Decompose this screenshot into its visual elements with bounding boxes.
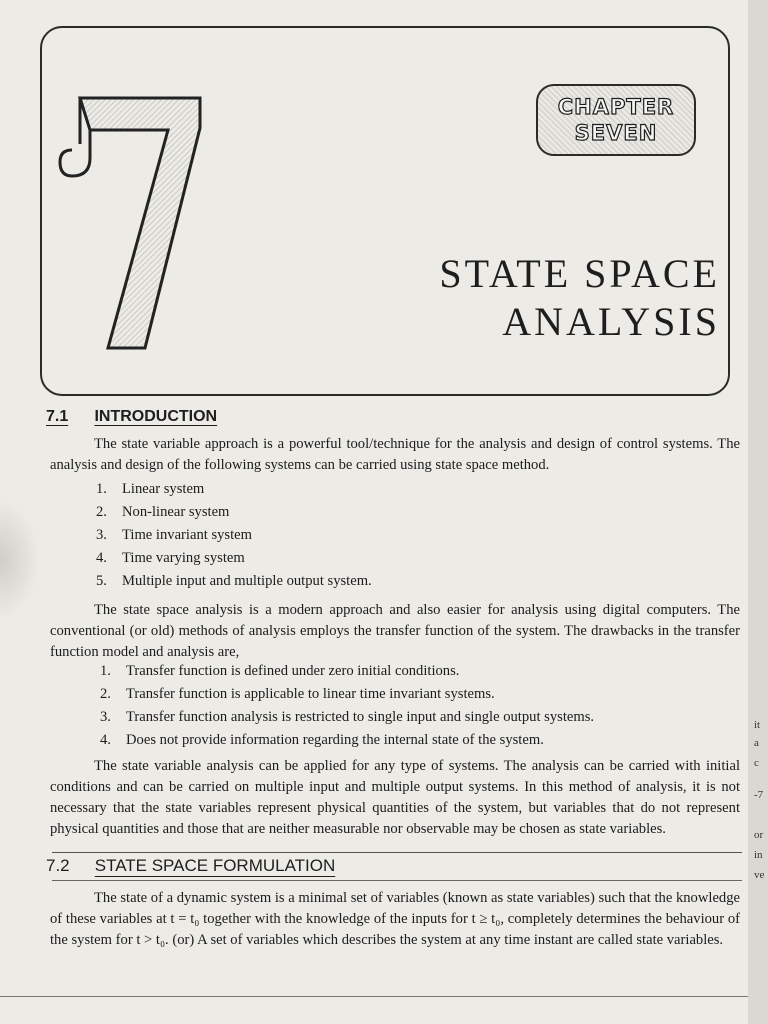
section-title: STATE SPACE FORMULATION — [94, 856, 336, 875]
list-item: 4. Does not provide information regarding the internal state of the system. — [100, 732, 544, 748]
section-heading-introduction — [46, 408, 217, 426]
section-heading-formulation — [46, 856, 335, 876]
edge-fragment: it — [754, 719, 761, 731]
intro-paragraph-3: The state variable analysis can be applied for any type of systems. The analysis can be carried with initial conditions and can be carried on multiple input and multiple output systems. In this method of analysis, it is not necessary that the state variables represent physical quantities of the system, but variables that do not represent physical quantities and those that are neither measurable nor observable may be chosen as state variables. — [50, 758, 740, 837]
page-bottom-line — [0, 996, 748, 997]
section-title: INTRODUCTION — [94, 408, 218, 425]
badge-seven-label: SEVEN — [574, 121, 658, 145]
list-item: 1. Linear system — [96, 481, 205, 497]
drawbacks-list — [100, 660, 594, 752]
intro-paragraph-2: The state space analysis is a modern approach and also easier for analysis using digital computers. The conventional (or old) methods of analysis employs the transfer function of the system. The drawbacks in the transfer function model and analysis are, — [50, 602, 740, 660]
edge-fragment: ve — [754, 869, 765, 881]
chapter-title — [439, 250, 720, 346]
section-divider — [52, 852, 742, 853]
formulation-paragraph-1: The state of a dynamic system is a minimal set of variables (known as state variables) such that the knowledge of these variables at t = t₀ together with the knowledge of the inputs for t ≥ t₀, completely determines the behaviour of the system for t > t₀. (or) A set of variables which describes the system at any time instant are called state variables. — [50, 890, 740, 948]
section-divider — [52, 880, 742, 881]
intro-paragraph-1: The state variable approach is a powerful tool/technique for the analysis and design of control systems. The analysis and design of the following systems can be carried using state space method. — [50, 436, 740, 473]
section-number: 7.2 — [46, 856, 70, 875]
edge-fragment: -7 — [754, 789, 764, 801]
list-item: 3. Transfer function analysis is restricted to single input and single output systems. — [100, 709, 595, 725]
edge-fragment: or — [754, 829, 764, 841]
edge-fragment: in — [754, 849, 763, 861]
chapter-title-line1: STATE SPACE — [439, 251, 720, 296]
list-item: 5. Multiple input and multiple output system. — [96, 573, 372, 589]
list-item: 2. Transfer function is applicable to linear time invariant systems. — [100, 686, 495, 702]
list-item: 2. Non-linear system — [96, 504, 230, 520]
list-item: 3. Time invariant system — [96, 527, 252, 543]
chapter-badge — [536, 84, 696, 156]
edge-fragment: c — [754, 757, 759, 769]
chapter-title-line2: ANALYSIS — [502, 299, 720, 344]
section-number: 7.1 — [46, 408, 69, 425]
binding-shadow — [0, 500, 40, 620]
edge-fragment: a — [754, 737, 759, 749]
chapter-number-graphic — [50, 58, 210, 358]
badge-chapter-label: CHAPTER — [557, 95, 675, 119]
list-item: 4. Time varying system — [96, 550, 245, 566]
systems-list — [96, 478, 372, 593]
list-item: 1. Transfer function is defined under zero initial conditions. — [100, 663, 460, 679]
